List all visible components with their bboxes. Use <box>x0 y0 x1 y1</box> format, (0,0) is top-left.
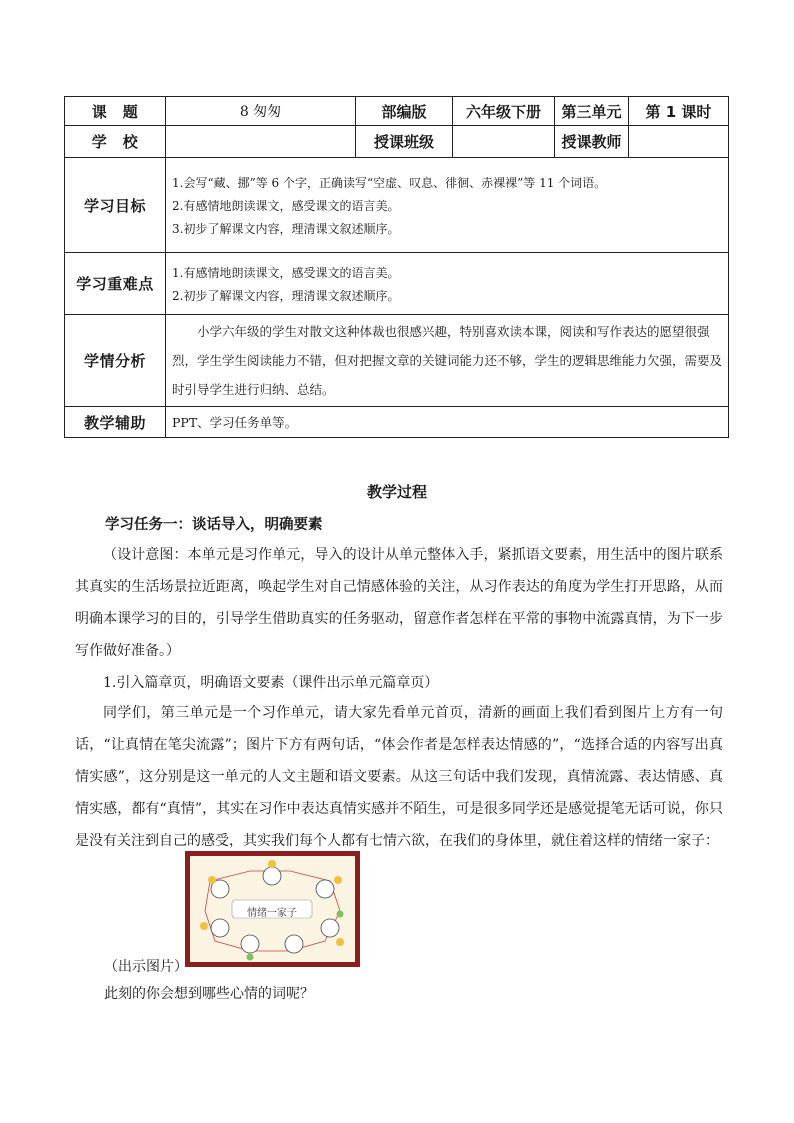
step1-heading: 1.引入篇章页，明确语文要素（课件出示单元篇章页） <box>103 675 439 691</box>
picture-canvas <box>190 856 355 962</box>
aids-text: PPT、学习任务单等。 <box>172 415 298 430</box>
analysis-text: 小学六年级的学生对散文这种体裁也很感兴趣，特别喜欢读本课，阅读和写作表达的愿望很强烈，学生学生阅读能力不错，但对把握文章的关键词能力还不够，学生的逻辑思维能力欠强，需要及时引导学生进行归纳、总结。 <box>172 324 723 397</box>
edition-cell: 部编版 <box>356 97 453 126</box>
speech-paragraph: 同学们，第三单元是一个习作单元，请大家先看单元首页，清新的画面上我们看到图片上方有一句话，“让真情在笔尖流露”；图片下方有两句话，“体会作者是怎样表达情感的”，“选择合适的内容写出真情实感”，这分别是这一单元的人文主题和语文要素。从这三句话中我们发现，真情流露、表达情感、真情实感，都有“真情”，其实在习作中表达真情实感并不陌生，可是很多同学还是感觉提笔无话可说，你只是没有关注到自己的感受，其实我们每个人都有七情六欲，在我们的身体里，就住着这样的情绪一家子： <box>75 705 723 849</box>
keypoints-row <box>65 253 729 315</box>
goals-content <box>166 158 729 253</box>
school-value <box>166 126 356 158</box>
teacher-value <box>629 126 729 158</box>
analysis-content <box>166 315 729 407</box>
unit-cell: 第三单元 <box>555 97 629 126</box>
design-intent: （设计意图：本单元是习作单元，导入的设计从单元整体入手，紧抓语文要素，用生活中的图片联系其真实的生活场景拉近距离，唤起学生对自己情感体验的关注，从习作表达的角度为学生打开思路，从而明确本课学习的目的，引导学生借助真实的任务驱动，留意作者怎样在平常的事物中流露真情，为下一步写作做好准备。） <box>75 547 723 659</box>
lesson-info-table <box>64 96 729 438</box>
analysis-label: 学情分析 <box>65 315 166 407</box>
keypoint-item: 2.初步了解课文内容，理清课文叙述顺序。 <box>172 288 400 303</box>
lesson-cell: 第 1 课时 <box>629 97 729 126</box>
keypoints-content <box>166 253 729 315</box>
question-text: 此刻的你会想到哪些心情的词呢？ <box>104 986 314 1002</box>
teacher-label: 授课教师 <box>555 126 629 158</box>
class-label: 授课班级 <box>356 126 453 158</box>
topic-label: 课 题 <box>65 97 166 126</box>
keypoint-item: 1.有感情地朗读课文，感受课文的语言美。 <box>172 265 400 280</box>
goal-item: 2.有感情地朗读课文，感受课文的语言美。 <box>172 198 400 213</box>
grade-cell: 六年级下册 <box>453 97 555 126</box>
keypoints-label: 学习重难点 <box>65 253 166 315</box>
aids-label: 教学辅助 <box>65 407 166 438</box>
topic-value: 8 匆匆 <box>166 97 356 126</box>
goal-item: 3.初步了解课文内容，理清课文叙述顺序。 <box>172 221 400 236</box>
picture-label: 情绪一家子 <box>247 908 297 919</box>
school-row <box>65 126 729 158</box>
process-title: 教学过程 <box>366 483 427 501</box>
aids-row <box>65 407 729 438</box>
task1-heading: 学习任务一：谈话导入，明确要素 <box>105 517 323 533</box>
picture-caption: （出示图片） <box>104 959 188 975</box>
goals-row <box>65 158 729 253</box>
emotion-family-picture <box>185 851 360 967</box>
goals-label: 学习目标 <box>65 158 166 253</box>
class-value <box>453 126 555 158</box>
header-row <box>65 97 729 126</box>
goal-item: 1.会写“藏、挪”等 6 个字，正确读写“空虚、叹息、徘徊、赤裸裸”等 11 个词语。 <box>172 175 607 190</box>
analysis-row <box>65 315 729 407</box>
aids-content <box>166 407 729 438</box>
school-label: 学 校 <box>65 126 166 158</box>
